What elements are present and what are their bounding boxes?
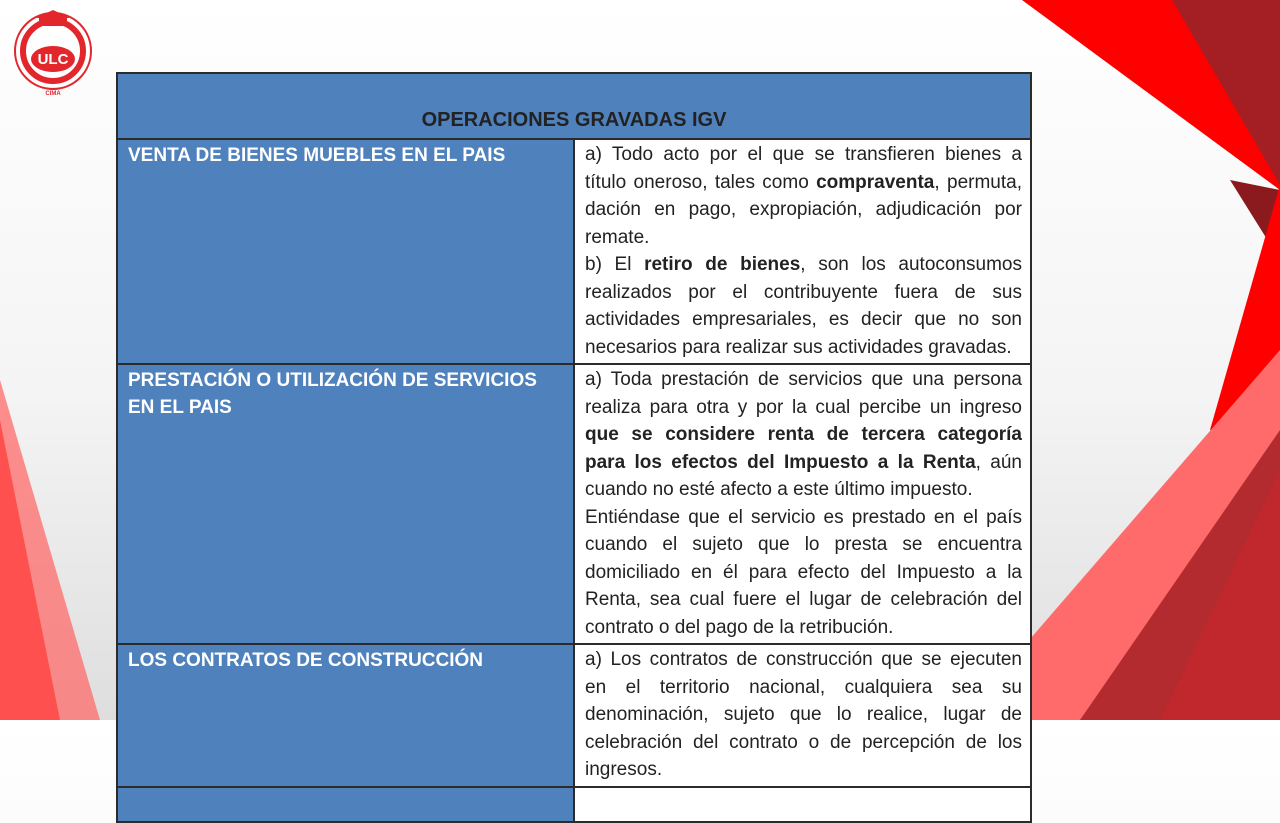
logo-initials: ULC (37, 51, 69, 68)
row-category: PRESTACIÓN O UTILIZACIÓN DE SERVICIOS EN EL PAIS (117, 364, 574, 644)
table-row (117, 139, 1031, 364)
row-description (574, 364, 1031, 644)
description-paragraph (585, 646, 1022, 784)
row-category-cutoff (117, 787, 574, 822)
description-paragraph (585, 504, 1022, 642)
table-row (117, 364, 1031, 644)
logo-bottom-text: CIMA (45, 91, 61, 97)
description-paragraph (585, 141, 1022, 251)
bold-text: que se considere renta de tercera categoría para los efectos del Impuesto a la Renta (585, 424, 1022, 473)
bold-text: retiro de bienes (644, 254, 801, 275)
text-run: , son los autoconsumos realizados por el contribuyente fuera de sus actividades empresariales, es decir que no son necesarios para realizar sus actividades gravadas. (585, 254, 1022, 358)
igv-operations-table (116, 72, 1032, 823)
row-category: VENTA DE BIENES MUEBLES EN EL PAIS (117, 139, 574, 364)
text-run: b) El (585, 254, 645, 275)
igv-table-container (116, 72, 1034, 780)
table-row (117, 644, 1031, 787)
bold-text: compraventa (816, 171, 935, 193)
text-run: , permuta, dación en pago, expropiación, adjudicación por remate. (585, 171, 1022, 248)
description-paragraph (585, 251, 1022, 361)
row-category: LOS CONTRATOS DE CONSTRUCCIÓN (117, 644, 574, 787)
text-run: a) Toda prestación de servicios que una persona realiza para otra y por la cual percibe un ingreso (585, 369, 1022, 418)
row-description (574, 644, 1031, 787)
text-run: a) Los contratos de construcción que se ejecuten en el territorio nacional, cualquiera sea su denominación, sujeto que lo realice, lugar de celebración del contrato o de percepción de los ingresos. (585, 649, 1022, 780)
text-run: , aún cuando no esté afecto a este último impuesto. (585, 451, 1023, 500)
description-paragraph (585, 366, 1022, 504)
left-pink-shape (0, 380, 100, 720)
table-header: OPERACIONES GRAVADAS IGV (117, 73, 1031, 139)
text-run: a) Todo acto por el que se transfieren bienes a título oneroso, tales como (585, 144, 1022, 193)
row-description (574, 139, 1031, 364)
row-description-cutoff (574, 787, 1031, 822)
university-logo (8, 6, 98, 96)
table-row-cutoff (117, 787, 1031, 822)
text-run: Entiéndase que el servicio es prestado en el país cuando el sujeto que lo presta se encuentra domiciliado en él para efecto del Impuesto a la Renta, sea cual fuere el lugar de celebración del contrato o del pago de la retribución. (585, 506, 1022, 638)
